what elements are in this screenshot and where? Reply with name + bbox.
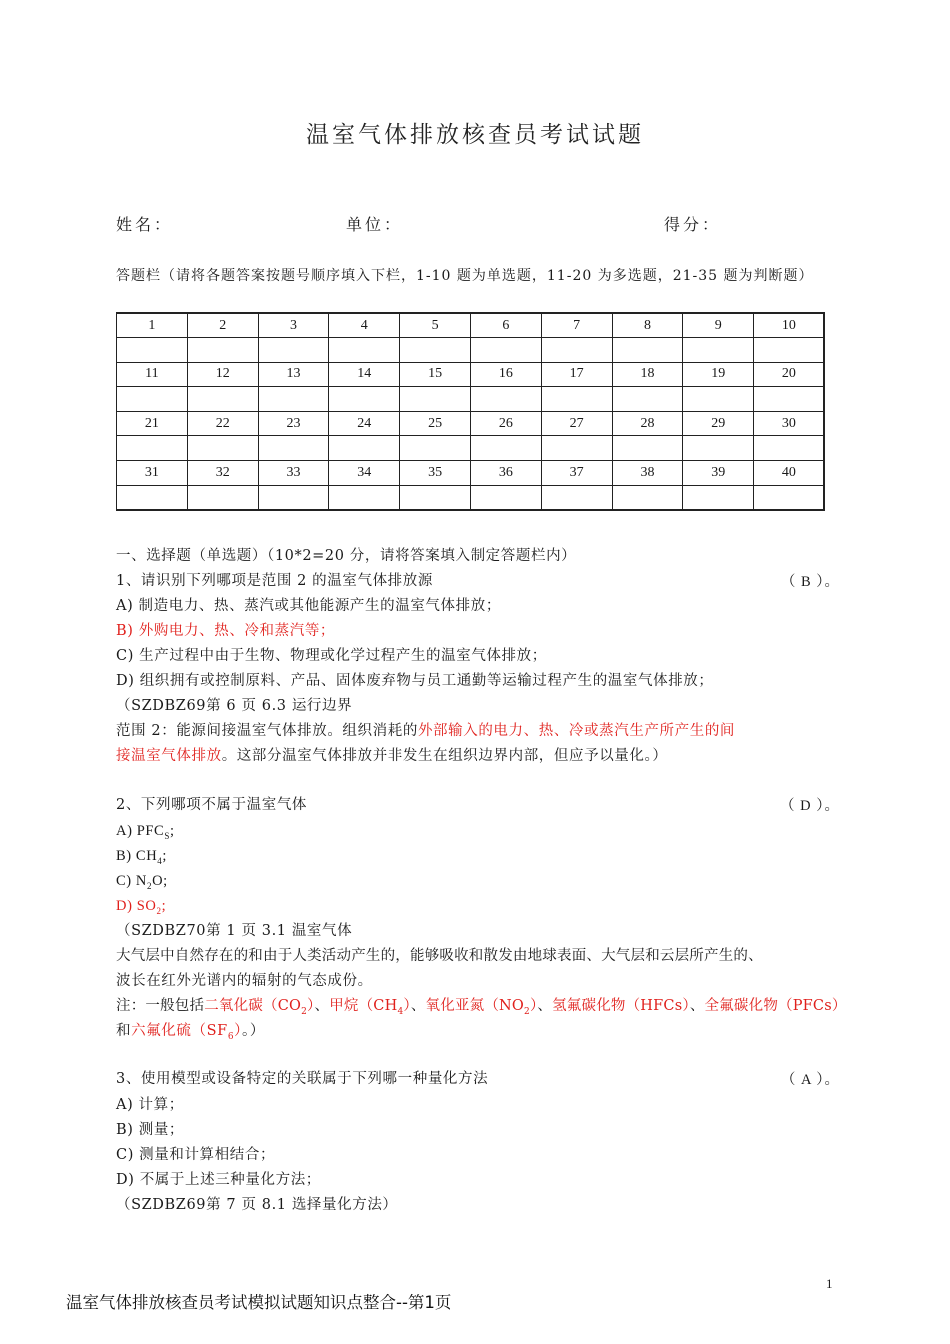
question-number-cell: 33 (258, 461, 329, 486)
gas-pfcs (705, 998, 847, 1014)
answer-cell[interactable] (541, 436, 612, 461)
answer-cell[interactable] (470, 338, 541, 363)
subscript: 6 (227, 1031, 235, 1042)
question-2-option-a: A) $PFC_S$; (116, 823, 175, 841)
answer-cell[interactable] (117, 436, 188, 461)
subscript: 4 (397, 1006, 404, 1017)
question-number-cell: 16 (470, 362, 541, 387)
question-number-cell: 39 (683, 461, 754, 486)
question-number-cell: 15 (400, 362, 471, 387)
question-number-cell: 40 (754, 461, 825, 486)
question-number-cell: 4 (329, 313, 400, 338)
note-text: 和 (116, 1023, 132, 1039)
answer-cell[interactable] (612, 436, 683, 461)
answer-cell[interactable] (400, 436, 471, 461)
question-number-cell: 5 (400, 313, 471, 338)
score-label: 得分： (664, 215, 722, 234)
answer-grid-answer-row (117, 387, 825, 412)
separator: 、 (314, 998, 330, 1014)
question-2-stem: 2、下列哪项不属于温室气体 (116, 797, 308, 813)
answer-cell[interactable] (400, 338, 471, 363)
answer-cell[interactable] (683, 338, 754, 363)
option-text: D) SO (116, 898, 157, 914)
answer-cell[interactable] (329, 338, 400, 363)
question-1-explanation-line-1 (116, 720, 846, 742)
question-number-cell: 30 (754, 411, 825, 436)
question-2-note-line-1 (116, 995, 846, 1023)
answer-cell[interactable] (612, 387, 683, 412)
gas-sf6 (131, 1023, 242, 1042)
answer-cell[interactable] (541, 338, 612, 363)
answer-cell[interactable] (400, 387, 471, 412)
answer-cell[interactable] (187, 387, 258, 412)
question-number-cell: 26 (470, 411, 541, 436)
gas-ch4 (329, 998, 411, 1017)
question-1-reference: （SZDBZ69第 6 页 6.3 运行边界 (116, 698, 353, 714)
question-2-explanation-line-1: 大气层中自然存在的和由于人类活动产生的，能够吸收和散发由地球表面、大气层和云层所产生的、 (116, 948, 763, 964)
explanation-highlight: 外部输入的电力、热、冷或蒸汽生产所产生的间 (417, 723, 736, 739)
question-number-cell: 21 (117, 411, 188, 436)
question-number-cell: 24 (329, 411, 400, 436)
answer-cell[interactable] (187, 436, 258, 461)
question-number-cell: 3 (258, 313, 329, 338)
answer-cell[interactable] (754, 485, 825, 510)
subscript: 2 (156, 905, 162, 916)
question-number-cell: 13 (258, 362, 329, 387)
subscript: 2 (301, 1006, 308, 1017)
answer-cell[interactable] (117, 387, 188, 412)
answer-cell[interactable] (683, 387, 754, 412)
answer-grid-answer-row (117, 338, 825, 363)
question-3-option-a: A) 计算； (116, 1097, 184, 1113)
answer-cell[interactable] (187, 338, 258, 363)
question-number-cell: 29 (683, 411, 754, 436)
paren: ） (403, 998, 411, 1014)
subscript: 4 (157, 855, 163, 866)
question-1-explanation-line-2 (116, 745, 846, 767)
note-text: 注：一般包括 (116, 998, 205, 1014)
gas-hfcs (552, 998, 690, 1014)
gas-name: 二氧化碳（CO (204, 998, 302, 1014)
answer-cell[interactable] (754, 387, 825, 412)
answer-cell[interactable] (329, 387, 400, 412)
question-number-cell: 31 (117, 461, 188, 486)
answer-grid-number-row (117, 461, 825, 486)
paren: ） (307, 998, 315, 1014)
answer-grid (116, 312, 825, 511)
question-number-cell: 12 (187, 362, 258, 387)
answer-cell[interactable] (258, 436, 329, 461)
answer-cell[interactable] (754, 338, 825, 363)
question-number-cell: 35 (400, 461, 471, 486)
answer-cell[interactable] (329, 436, 400, 461)
question-number-cell: 7 (541, 313, 612, 338)
answer-grid-answer-row (117, 485, 825, 510)
question-number-cell: 28 (612, 411, 683, 436)
answer-cell[interactable] (612, 485, 683, 510)
question-number-cell: 36 (470, 461, 541, 486)
question-1-option-a: A) 制造电力、热、蒸汽或其他能源产生的温室气体排放； (116, 598, 501, 614)
question-number-cell: 19 (683, 362, 754, 387)
separator: 、 (410, 998, 426, 1014)
question-2-option-d: D) $SO_2$; (116, 898, 167, 916)
gas-name: 氧化亚氮（NO (425, 998, 525, 1014)
question-number-cell: 25 (400, 411, 471, 436)
question-number-cell: 32 (187, 461, 258, 486)
question-1-option-d: D) 组织拥有或控制原料、产品、固体废弃物与员工通勤等运输过程产生的温室气体排放； (116, 673, 714, 689)
answer-grid-number-row (117, 362, 825, 387)
answer-cell[interactable] (612, 338, 683, 363)
footer-text: 温室气体排放核查员考试模拟试题知识点整合--第1页 (66, 1293, 452, 1312)
question-number-cell: 20 (754, 362, 825, 387)
question-2-explanation-line-2: 波长在红外光谱内的辐射的气态成份。 (116, 973, 373, 989)
question-number-cell: 14 (329, 362, 400, 387)
question-1-option-b: B) 外购电力、热、冷和蒸汽等； (116, 623, 336, 639)
question-3-option-d: D) 不属于上述三种量化方法； (116, 1172, 321, 1188)
question-number-cell: 6 (470, 313, 541, 338)
question-number-cell: 9 (683, 313, 754, 338)
page-number: 1 (826, 1276, 833, 1291)
question-1-answer: （ B ）。 (780, 574, 840, 590)
question-number-cell: 23 (258, 411, 329, 436)
paren: ） (682, 998, 690, 1014)
question-2-note-line-2 (116, 1020, 846, 1048)
question-3-option-c: C) 测量和计算相结合； (116, 1147, 276, 1163)
gas-name: 氢氟碳化物（HFCs (552, 998, 683, 1014)
gas-n2o (425, 998, 538, 1017)
paren: ） (234, 1023, 242, 1039)
explanation-text: 范围 2：能源间接温室气体排放。组织消耗的 (116, 723, 418, 739)
gas-name: 六氟化硫（SF (131, 1023, 228, 1039)
question-1-option-c: C) 生产过程中由于生物、物理或化学过程产生的温室气体排放； (116, 648, 547, 664)
question-number-cell: 17 (541, 362, 612, 387)
separator: 、 (689, 998, 705, 1014)
answer-cell[interactable] (187, 485, 258, 510)
answer-cell[interactable] (470, 387, 541, 412)
paren: ） (831, 998, 847, 1014)
option-text: C) N (116, 873, 147, 889)
separator: 、 (537, 998, 553, 1014)
question-1-stem: 1、请识别下列哪项是范围 2 的温室气体排放源 (116, 573, 433, 589)
subscript: S (164, 830, 170, 841)
answer-cell[interactable] (470, 485, 541, 510)
answer-sheet-note: 答题栏（请将各题答案按题号顺序填入下栏，1-10 题为单选题，11-20 为多选题，21-35 题为判断题） (116, 268, 814, 284)
question-3-stem: 3、使用模型或设备特定的关联属于下列哪一种量化方法 (116, 1071, 489, 1087)
answer-cell[interactable] (117, 485, 188, 510)
answer-cell[interactable] (329, 485, 400, 510)
answer-cell[interactable] (541, 387, 612, 412)
answer-cell[interactable] (117, 338, 188, 363)
question-2-option-b: B) $CH_4$; (116, 848, 168, 866)
answer-cell[interactable] (683, 436, 754, 461)
page-title: 温室气体排放核查员考试试题 (306, 122, 644, 148)
question-number-cell: 8 (612, 313, 683, 338)
question-number-cell: 1 (117, 313, 188, 338)
question-2-option-c (116, 870, 846, 897)
option-text: A) PFC (116, 823, 165, 839)
subscript: 2 (524, 1006, 530, 1017)
subscript: 2 (147, 880, 153, 891)
option-text: B) CH (116, 848, 158, 864)
paren: ） (529, 998, 538, 1014)
answer-cell[interactable] (470, 436, 541, 461)
answer-cell[interactable] (258, 387, 329, 412)
answer-cell[interactable] (258, 485, 329, 510)
answer-grid-number-row (117, 313, 825, 338)
unit-label: 单位： (346, 215, 404, 234)
answer-cell[interactable] (258, 338, 329, 363)
section-heading: 一、选择题（单选题）（10*2=20 分，请将答案填入制定答题栏内） (116, 548, 577, 564)
question-3-reference: （SZDBZ69第 7 页 8.1 选择量化方法） (116, 1197, 398, 1213)
answer-grid-number-row (117, 411, 825, 436)
name-label: 姓名： (116, 215, 174, 234)
note-text: 。） (242, 1023, 265, 1039)
answer-cell[interactable] (541, 485, 612, 510)
explanation-highlight: 接温室气体排放 (116, 748, 222, 764)
answer-cell[interactable] (754, 436, 825, 461)
question-number-cell: 10 (754, 313, 825, 338)
option-text: O; (152, 873, 168, 889)
answer-grid-answer-row (117, 436, 825, 461)
question-number-cell: 34 (329, 461, 400, 486)
answer-cell[interactable] (683, 485, 754, 510)
question-number-cell: 22 (187, 411, 258, 436)
explanation-text: 。这部分温室气体排放并非发生在组织边界内部，但应予以量化。） (221, 748, 668, 764)
question-3-answer: （ A ）。 (780, 1072, 840, 1088)
answer-cell[interactable] (400, 485, 471, 510)
question-2-answer: （ D ）。 (780, 798, 840, 814)
question-3-option-b: B) 测量； (116, 1122, 185, 1138)
gas-name: 甲烷（CH (329, 998, 398, 1014)
question-number-cell: 11 (117, 362, 188, 387)
gas-co2 (204, 998, 315, 1017)
question-number-cell: 27 (541, 411, 612, 436)
question-number-cell: 38 (612, 461, 683, 486)
question-number-cell: 18 (612, 362, 683, 387)
question-2-reference: （SZDBZ70第 1 页 3.1 温室气体 (116, 923, 353, 939)
question-number-cell: 2 (187, 313, 258, 338)
gas-name: 全氟碳化物（PFCs (704, 998, 832, 1014)
question-number-cell: 37 (541, 461, 612, 486)
